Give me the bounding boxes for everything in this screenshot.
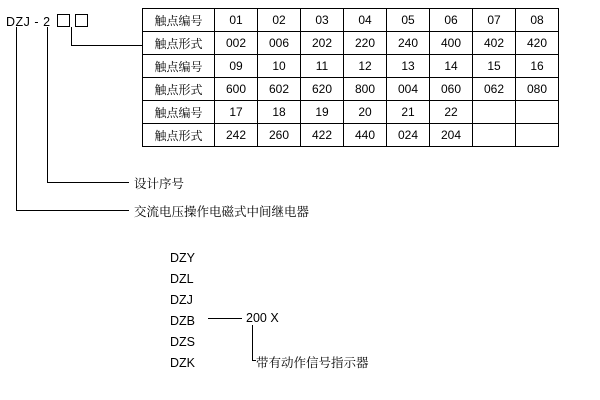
table-cell [473,101,516,124]
table-cell: 17 [215,101,258,124]
list-item: DZY [170,251,195,265]
series-list [170,248,195,374]
table-row [143,32,559,55]
table-cell: 240 [387,32,430,55]
table-cell: 420 [516,32,559,55]
list-item: DZS [170,335,195,349]
row-header: 触点形式 [143,124,215,147]
leader-line-contact-horizontal [71,45,142,46]
table-cell: 03 [301,9,344,32]
model-code-series: 2 [43,15,51,29]
table-cell: 01 [215,9,258,32]
table-cell: 02 [258,9,301,32]
table-cell: 10 [258,55,301,78]
table-cell: 620 [301,78,344,101]
table-cell: 600 [215,78,258,101]
leader-line-relay-vertical [16,27,17,210]
table-cell: 060 [430,78,473,101]
table-cell: 024 [387,124,430,147]
table-cell: 062 [473,78,516,101]
table-cell: 006 [258,32,301,55]
table-cell: 11 [301,55,344,78]
series-suffix-label: 200 X [246,311,279,325]
table-cell: 004 [387,78,430,101]
leader-line-series-suffix [208,318,242,319]
row-header: 触点编号 [143,55,215,78]
row-header: 触点形式 [143,78,215,101]
table-cell: 242 [215,124,258,147]
table-cell: 07 [473,9,516,32]
table-cell: 20 [344,101,387,124]
contact-table [142,8,559,147]
table-cell: 080 [516,78,559,101]
list-item: DZL [170,272,194,286]
label-indicator-note: 带有动作信号指示器 [256,356,369,370]
table-cell: 202 [301,32,344,55]
table-cell: 002 [215,32,258,55]
label-design-number: 设计序号 [134,177,185,191]
table-cell: 06 [430,9,473,32]
table-cell: 440 [344,124,387,147]
table-cell: 12 [344,55,387,78]
table-cell: 402 [473,32,516,55]
table-cell: 21 [387,101,430,124]
leader-line-indicator-vertical [252,325,253,360]
list-item: DZJ [170,293,193,307]
table-cell: 15 [473,55,516,78]
table-cell: 220 [344,32,387,55]
table-row [143,55,559,78]
leader-line-design-vertical [47,27,48,182]
table-cell: 260 [258,124,301,147]
row-header: 触点编号 [143,9,215,32]
table-cell [473,124,516,147]
table-cell [516,124,559,147]
table-cell [516,101,559,124]
table-cell: 05 [387,9,430,32]
table-row [143,78,559,101]
list-item: DZK [170,356,195,370]
table-row [143,124,559,147]
table-cell: 19 [301,101,344,124]
table-cell: 14 [430,55,473,78]
table-cell: 13 [387,55,430,78]
row-header: 触点形式 [143,32,215,55]
table-row [143,101,559,124]
model-code-dash: - [34,15,40,29]
table-row [143,9,559,32]
label-relay-type: 交流电压操作电磁式中间继电器 [134,205,310,219]
model-code-box-1 [57,14,70,27]
table-cell: 602 [258,78,301,101]
table-cell: 18 [258,101,301,124]
table-cell: 16 [516,55,559,78]
table-cell: 08 [516,9,559,32]
table-cell: 400 [430,32,473,55]
table-cell: 22 [430,101,473,124]
table-cell: 09 [215,55,258,78]
model-code-prefix: DZJ [6,15,31,29]
leader-line-relay-horizontal [16,210,129,211]
table-cell: 422 [301,124,344,147]
list-item: DZB [170,314,195,328]
leader-line-design-horizontal [47,182,129,183]
table-cell: 800 [344,78,387,101]
model-code-box-2 [75,14,88,27]
row-header: 触点编号 [143,101,215,124]
leader-line-contact-vertical [71,27,72,45]
table-cell: 204 [430,124,473,147]
table-cell: 04 [344,9,387,32]
